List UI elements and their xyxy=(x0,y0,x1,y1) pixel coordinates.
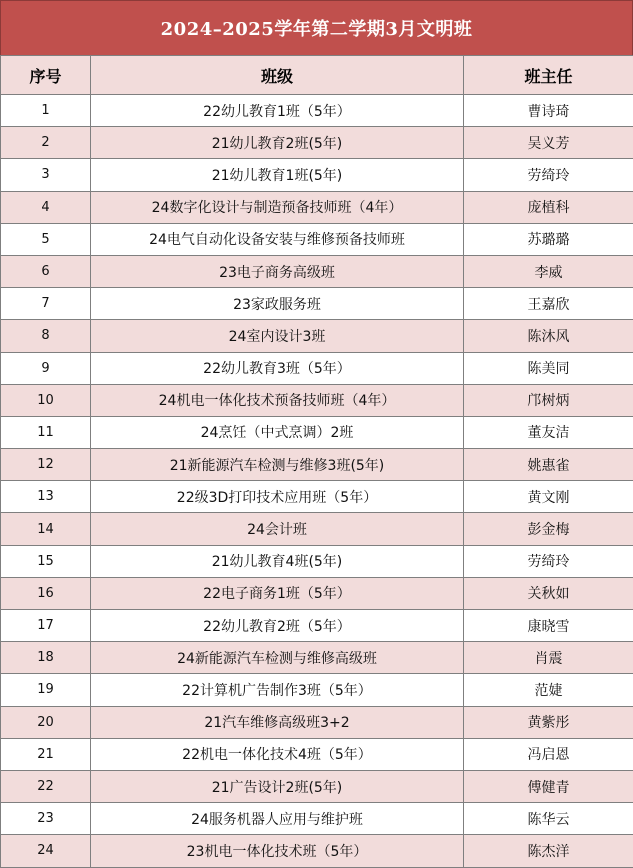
table-row xyxy=(1,674,633,706)
table-row xyxy=(1,95,633,127)
table-row xyxy=(1,159,633,191)
row-number: 16 xyxy=(1,577,91,609)
class-name: 21汽车维修高级班3+2 xyxy=(91,706,464,738)
head-teacher: 劳绮玲 xyxy=(464,159,633,191)
row-number: 23 xyxy=(1,803,91,835)
class-name: 22幼儿教育1班（5年） xyxy=(91,95,464,127)
class-name: 24电气自动化设备安装与维修预备技师班 xyxy=(91,223,464,255)
table-row xyxy=(1,352,633,384)
row-number: 20 xyxy=(1,706,91,738)
head-teacher: 黄紫彤 xyxy=(464,706,633,738)
row-number: 7 xyxy=(1,288,91,320)
column-header-number: 序号 xyxy=(1,56,91,95)
row-number: 17 xyxy=(1,610,91,642)
table-row xyxy=(1,770,633,802)
class-name: 24会计班 xyxy=(91,513,464,545)
class-name: 22计算机广告制作3班（5年） xyxy=(91,674,464,706)
table-row xyxy=(1,481,633,513)
head-teacher: 傅健青 xyxy=(464,770,633,802)
table-row xyxy=(1,288,633,320)
head-teacher: 庞植科 xyxy=(464,191,633,223)
column-header-class: 班级 xyxy=(91,56,464,95)
column-header-teacher: 班主任 xyxy=(464,56,633,95)
head-teacher: 姚惠雀 xyxy=(464,449,633,481)
sheet-title: 2024–2025学年第二学期3月文明班 xyxy=(0,0,633,55)
table-row xyxy=(1,416,633,448)
row-number: 1 xyxy=(1,95,91,127)
row-number: 10 xyxy=(1,384,91,416)
table-row xyxy=(1,127,633,159)
table-row xyxy=(1,255,633,287)
class-name: 21广告设计2班(5年) xyxy=(91,770,464,802)
table-row xyxy=(1,803,633,835)
class-name: 24新能源汽车检测与维修高级班 xyxy=(91,642,464,674)
class-name: 22电子商务1班（5年） xyxy=(91,577,464,609)
head-teacher: 关秋如 xyxy=(464,577,633,609)
row-number: 6 xyxy=(1,255,91,287)
table-row xyxy=(1,642,633,674)
class-name: 22幼儿教育3班（5年） xyxy=(91,352,464,384)
row-number: 15 xyxy=(1,545,91,577)
head-teacher: 肖震 xyxy=(464,642,633,674)
head-teacher: 康晓雪 xyxy=(464,610,633,642)
table-row xyxy=(1,191,633,223)
table-row xyxy=(1,835,633,867)
class-name: 23机电一体化技术班（5年） xyxy=(91,835,464,867)
class-name: 22幼儿教育2班（5年） xyxy=(91,610,464,642)
header-row xyxy=(1,56,633,95)
table-row xyxy=(1,706,633,738)
class-name: 24烹饪（中式烹调）2班 xyxy=(91,416,464,448)
row-number: 19 xyxy=(1,674,91,706)
head-teacher: 陈杰洋 xyxy=(464,835,633,867)
row-number: 11 xyxy=(1,416,91,448)
table-row xyxy=(1,320,633,352)
class-name: 24室内设计3班 xyxy=(91,320,464,352)
class-name: 24机电一体化技术预备技师班（4年） xyxy=(91,384,464,416)
class-name: 23家政服务班 xyxy=(91,288,464,320)
head-teacher: 邝树炳 xyxy=(464,384,633,416)
table-row xyxy=(1,449,633,481)
row-number: 21 xyxy=(1,738,91,770)
head-teacher: 陈华云 xyxy=(464,803,633,835)
head-teacher: 吴义芳 xyxy=(464,127,633,159)
table-row xyxy=(1,577,633,609)
table-row xyxy=(1,610,633,642)
row-number: 3 xyxy=(1,159,91,191)
row-number: 8 xyxy=(1,320,91,352)
table-row xyxy=(1,738,633,770)
head-teacher: 王嘉欣 xyxy=(464,288,633,320)
row-number: 22 xyxy=(1,770,91,802)
class-name: 24服务机器人应用与维护班 xyxy=(91,803,464,835)
head-teacher: 黄文刚 xyxy=(464,481,633,513)
class-name: 21新能源汽车检测与维修3班(5年) xyxy=(91,449,464,481)
row-number: 2 xyxy=(1,127,91,159)
class-name: 24数字化设计与制造预备技师班（4年） xyxy=(91,191,464,223)
class-name: 22级3D打印技术应用班（5年） xyxy=(91,481,464,513)
table-row xyxy=(1,384,633,416)
table-row xyxy=(1,513,633,545)
head-teacher: 陈沐风 xyxy=(464,320,633,352)
row-number: 4 xyxy=(1,191,91,223)
head-teacher: 陈美同 xyxy=(464,352,633,384)
table-row xyxy=(1,223,633,255)
table-row xyxy=(1,545,633,577)
head-teacher: 董友洁 xyxy=(464,416,633,448)
row-number: 13 xyxy=(1,481,91,513)
row-number: 14 xyxy=(1,513,91,545)
row-number: 24 xyxy=(1,835,91,867)
class-name: 21幼儿教育1班(5年) xyxy=(91,159,464,191)
head-teacher: 劳绮玲 xyxy=(464,545,633,577)
class-name: 23电子商务高级班 xyxy=(91,255,464,287)
head-teacher: 李威 xyxy=(464,255,633,287)
class-name: 21幼儿教育4班(5年) xyxy=(91,545,464,577)
row-number: 9 xyxy=(1,352,91,384)
head-teacher: 苏璐璐 xyxy=(464,223,633,255)
class-name: 22机电一体化技术4班（5年） xyxy=(91,738,464,770)
honor-roll-table xyxy=(0,55,633,868)
row-number: 5 xyxy=(1,223,91,255)
class-name: 21幼儿教育2班(5年) xyxy=(91,127,464,159)
head-teacher: 彭金梅 xyxy=(464,513,633,545)
row-number: 12 xyxy=(1,449,91,481)
table-body xyxy=(1,95,633,868)
head-teacher: 冯启恩 xyxy=(464,738,633,770)
row-number: 18 xyxy=(1,642,91,674)
head-teacher: 曹诗琦 xyxy=(464,95,633,127)
head-teacher: 范婕 xyxy=(464,674,633,706)
